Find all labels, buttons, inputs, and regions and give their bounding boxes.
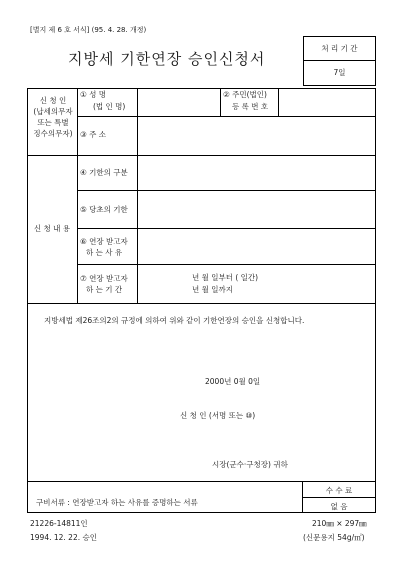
applicant-label-line: 또는 특별 bbox=[37, 118, 69, 127]
item-period-label-sub: 하 는 기 간 bbox=[86, 285, 123, 294]
footer-divider bbox=[27, 481, 376, 482]
form-number: [별지 제 6 호 서식] (95. 4. 28. 개정) bbox=[30, 26, 147, 34]
item-period-label: ⑦ 연장 받고자 bbox=[80, 274, 128, 283]
content-section-label: 신 청 내 용 bbox=[33, 224, 71, 233]
item-reason-label: ⑥ 연장 받고자 bbox=[80, 237, 128, 246]
item-reason-label-sub: 하 는 사 유 bbox=[86, 248, 123, 257]
applicant-section-label bbox=[29, 95, 77, 139]
name-label: ① 성 명 bbox=[80, 90, 106, 99]
item-original-deadline: ⑤ 당초의 기한 bbox=[80, 205, 128, 214]
id-number-label: ② 주민(법인) bbox=[223, 90, 267, 99]
application-date: 2000년 0월 0일 bbox=[205, 377, 261, 386]
paper-size: 210㎜ × 297㎜ bbox=[312, 519, 367, 528]
applicant-signature: 신 청 인 (서명 또는 ⑩) bbox=[180, 411, 256, 420]
approval-date: 1994. 12. 22. 승인 bbox=[30, 533, 97, 542]
period-from: 년 월 일부터 ( 일간) bbox=[192, 273, 259, 282]
row-divider bbox=[77, 190, 376, 191]
address-label: ③ 주 소 bbox=[80, 130, 106, 139]
col-divider bbox=[77, 88, 78, 303]
row-divider bbox=[77, 264, 376, 265]
fee-divider bbox=[302, 497, 376, 498]
row-divider bbox=[77, 116, 376, 117]
name-label-sub: (법 인 명) bbox=[93, 102, 126, 111]
section-divider bbox=[27, 155, 376, 156]
processing-period-value: 7일 bbox=[333, 68, 346, 77]
form-code: 21226-14811인 bbox=[30, 519, 88, 528]
declaration-text: 지방세법 제26조의2의 규정에 의하여 위와 같이 기한연장의 승인을 신청합니다. bbox=[44, 316, 305, 325]
item-deadline-type: ④ 기한의 구분 bbox=[80, 168, 128, 177]
applicant-label-line: 징수의무자) bbox=[33, 129, 73, 138]
form-frame bbox=[27, 88, 376, 513]
period-to: 년 월 일까지 bbox=[192, 285, 233, 294]
section-divider bbox=[27, 303, 376, 304]
processing-divider bbox=[303, 60, 376, 61]
recipient: 시장(군수·구청장) 귀하 bbox=[212, 460, 288, 469]
id-number-label-sub: 등 록 번 호 bbox=[232, 102, 269, 111]
required-documents: 구비서류 : 연장받고자 하는 사유를 증명하는 서류 bbox=[36, 498, 198, 507]
applicant-label-line: (납세의무자 bbox=[33, 107, 73, 116]
processing-period-label: 처 리 기 간 bbox=[321, 44, 358, 53]
row-divider bbox=[77, 228, 376, 229]
fee-label: 수 수 료 bbox=[325, 486, 353, 495]
applicant-label-line: 신 청 인 bbox=[39, 96, 67, 105]
form-title: 지방세 기한연장 승인신청서 bbox=[68, 50, 266, 68]
col-divider bbox=[278, 88, 279, 116]
col-divider bbox=[220, 88, 221, 116]
paper-type: (신문용지 54g/㎡) bbox=[303, 533, 365, 542]
fee-value: 없 음 bbox=[330, 502, 348, 511]
col-divider bbox=[137, 88, 138, 303]
